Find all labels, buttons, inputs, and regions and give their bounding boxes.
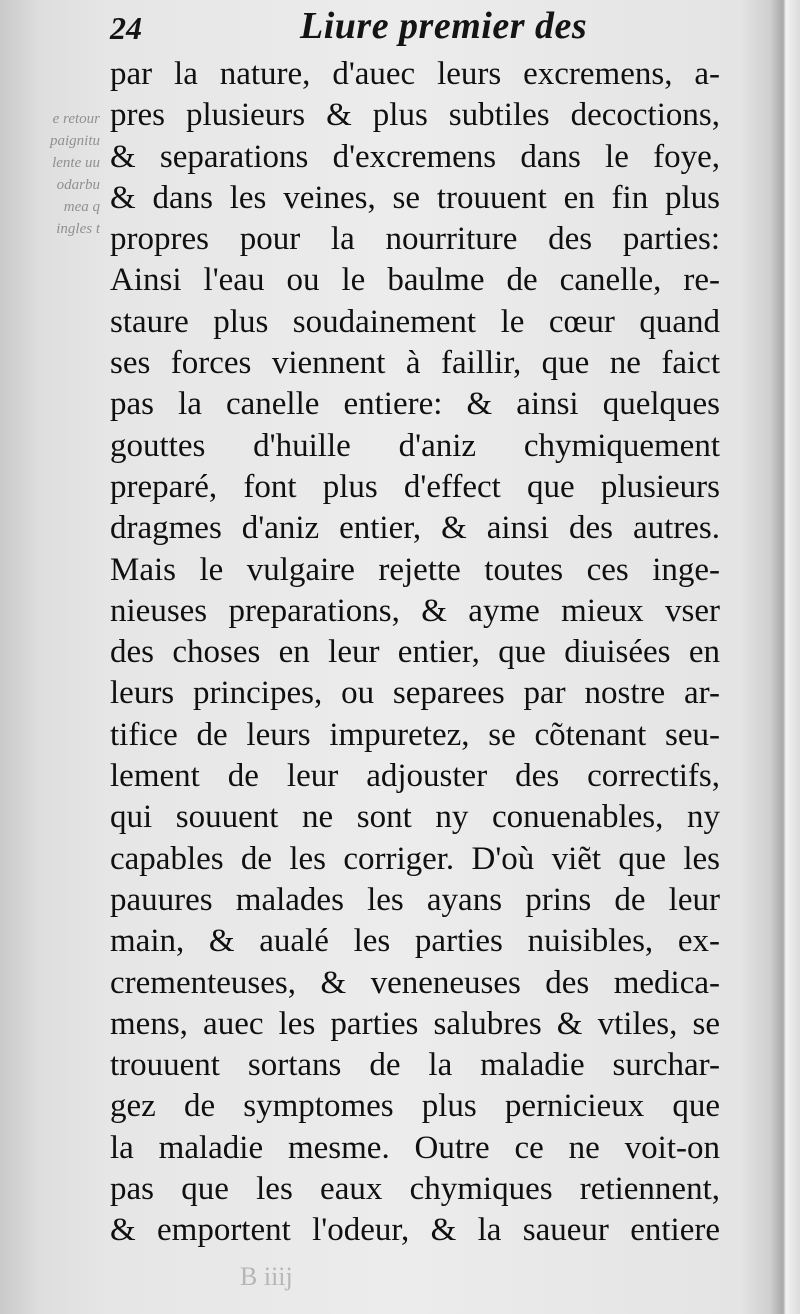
text-line: pauures malades les ayans prins de leur xyxy=(110,881,720,918)
text-line: tifice de leurs impuretez, se cõtenant seu- xyxy=(110,716,720,753)
page-header xyxy=(110,4,750,47)
bleed-line: lente uu xyxy=(52,155,100,171)
text-line: & separations d'excremens dans le foye, xyxy=(110,138,720,175)
page-number: 24 xyxy=(110,10,142,46)
text-line: & dans les veines, se trouuent en fin plus xyxy=(110,179,720,216)
text-line: capables de les corriger. D'où viẽt que les xyxy=(110,840,720,877)
text-line: main, & aualé les parties nuisibles, ex- xyxy=(110,923,720,960)
text-line: pres plusieurs & plus subtiles decoctions, xyxy=(110,97,720,134)
bleed-line: e retour xyxy=(52,111,100,127)
text-line: staure plus soudainement le cœur quand xyxy=(110,303,720,340)
text-line: nieuses preparations, & ayme mieux vser xyxy=(110,592,720,629)
text-line: trouuent sortans de la maladie surchar- xyxy=(110,1047,720,1084)
bleed-line: odarbu xyxy=(56,177,100,193)
text-line: Ainsi l'eau ou le baulme de canelle, re- xyxy=(110,262,720,299)
text-line: lement de leur adjouster des correctifs, xyxy=(110,758,720,795)
text-line: & emportent l'odeur, & la saueur entiere xyxy=(110,1212,720,1249)
text-line: crementeuses, & veneneuses des medica- xyxy=(110,964,720,1001)
text-line: propres pour la nourriture des parties: xyxy=(110,221,720,258)
text-line: des choses en leur entier, que diuisées en xyxy=(110,634,720,671)
bleed-line: mea q xyxy=(63,199,100,215)
text-line: la maladie mesme. Outre ce ne voit-on xyxy=(110,1129,720,1166)
text-line: gouttes d'huille d'aniz chymiquement xyxy=(110,427,720,464)
text-line: qui souuent ne sont ny conuenables, ny xyxy=(110,799,720,836)
text-line: gez de symptomes plus pernicieux que xyxy=(110,1088,720,1125)
bleed-line: ingles t xyxy=(56,221,100,237)
bleed-line: paignitu xyxy=(49,133,100,149)
text-line: pas la canelle entiere: & ainsi quelques xyxy=(110,386,720,423)
text-line: ses forces viennent à faillir, que ne faict xyxy=(110,345,720,382)
catchword: B iiij xyxy=(240,1262,293,1291)
bleed-through-margin xyxy=(0,108,100,240)
body-text xyxy=(110,54,720,1252)
text-line: preparé, font plus d'effect que plusieurs xyxy=(110,468,720,505)
text-line: pas que les eaux chymiques retiennent, xyxy=(110,1171,720,1208)
text-line: dragmes d'aniz entier, & ainsi des autres. xyxy=(110,510,720,547)
text-line: Mais le vulgaire rejette toutes ces inge- xyxy=(110,551,720,588)
text-line: leurs principes, ou separees par nostre ar- xyxy=(110,675,720,712)
text-line: par la nature, d'auec leurs excremens, a- xyxy=(110,56,720,92)
running-title: Liure premier des xyxy=(300,5,588,47)
text-line: mens, auec les parties salubres & vtiles, se xyxy=(110,1005,720,1042)
